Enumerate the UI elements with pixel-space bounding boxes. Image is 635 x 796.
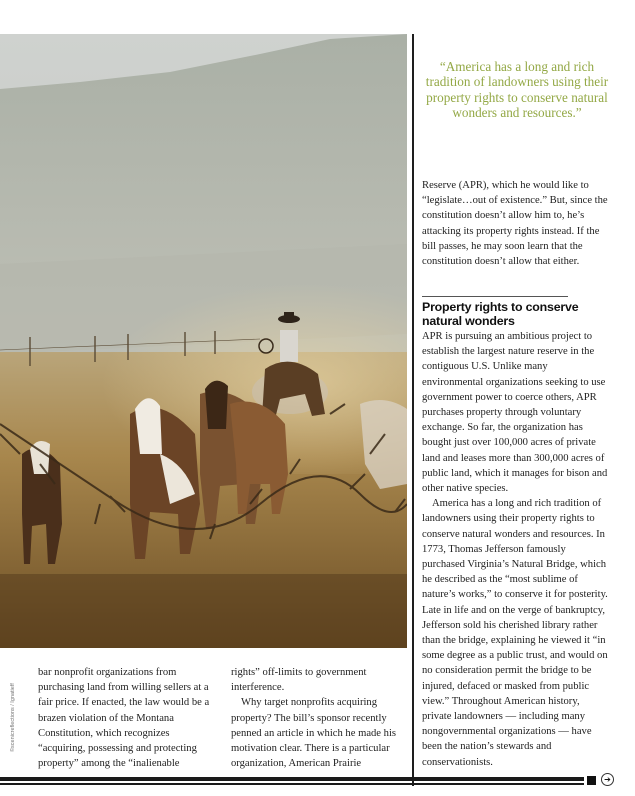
article-text-bottom-middle [231,665,407,771]
paragraph: America has a long and rich tradition of landowners using their property rights to conserve natural wonders and resources. In 1773, Thomas Jefferson famously purchased Virginia’s Natural Bridge, which he described as the “most sublime of nature’s works,” to conserve it for posterity. Late in life and on the verge of bankruptcy, Jefferson sold his cherished library rather than the bridge, explaining he viewed it “in some degree as a public trust, and would on no consideration permit the bridge to be injured, defaced or masked from public view.” Throughout American history, private landowners — including many nongovernmental organizations — have been the nation’s stewards and conservationists. [422,498,608,768]
article-text-main [422,329,608,770]
photo-credit: ©scenicreflections / Ignatieff [10,683,16,752]
article-text-intro [422,178,608,269]
column-divider [412,34,414,786]
arrow-right-icon: ➔ [604,775,611,784]
photo-icon [0,34,407,648]
paragraph: rights” off-limits to government interference. [231,667,367,694]
cover-photo-horses [0,34,407,648]
paragraph: bar nonprofit organizations from purchasing land from willing sellers at a fair price. If enacted, the law would be a brazen violation of the Montana Constitution, which recognizes “acquiring, possessing and protecting property” among the “inalienable [38,667,210,770]
subhead-rule [422,296,568,297]
pull-quote: “America has a long and rich tradition of landowners using their property rights to conserve natural wonders and resources.” [425,59,609,121]
next-page-button[interactable] [601,773,614,786]
paragraph: Why target nonprofits acquiring property? The bill’s sponsor recently penned an article in which he made his motivation clear. There is a particular organization, American Prairie [231,697,397,770]
article-text-bottom-left [38,665,218,771]
footer-rule [0,777,584,781]
footer-rule-thin [0,783,584,785]
paragraph: Reserve (APR), which he would like to “legislate…out of existence.” But, since the constitution doesn’t allow him to, he’s attacking its property rights instead. If the bill passes, he may soon learn that the constitution doesn’t allow that either. [422,180,608,268]
end-mark-icon [587,776,596,785]
section-subhead: Property rights to conserve natural wonders [422,300,579,328]
paragraph: APR is pursuing an ambitious project to establish the largest nature reserve in the contiguous U.S. Unlike many environmental organizations seeking to use government power to coerce others, APR purchases property through voluntary exchange. So far, the organization has bought just over 100,000 acres of private land and leases more than 300,000 acres of public land, which it manages for bison and other native species. [422,331,608,495]
